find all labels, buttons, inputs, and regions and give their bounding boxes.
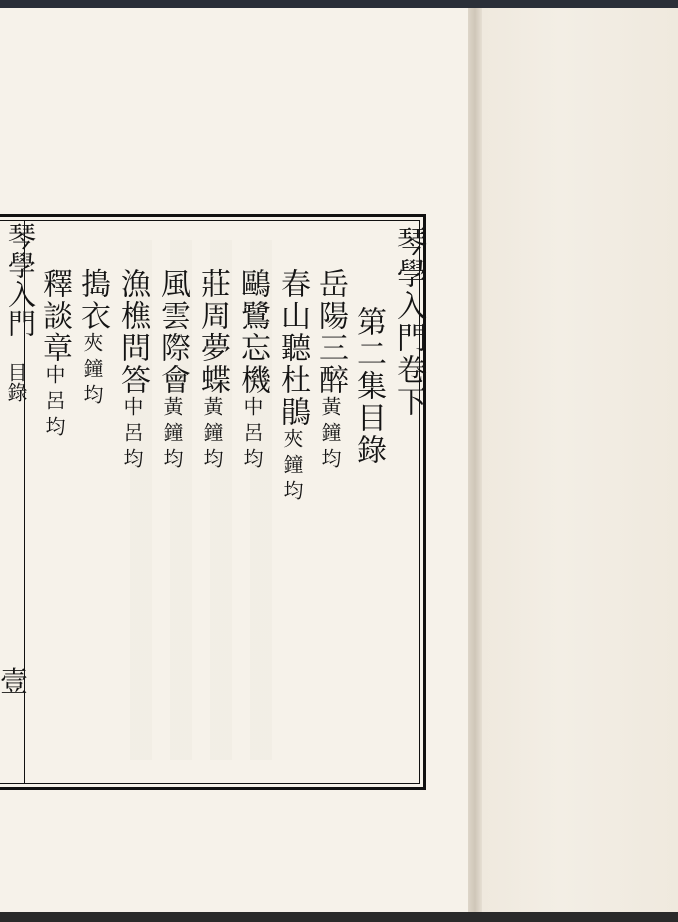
fold-title: 琴學入門 (4, 222, 37, 338)
toc-entry (110, 268, 154, 474)
toc-entry-mode: 黃鐘均 (200, 396, 224, 474)
toc-entry (308, 268, 352, 474)
bottom-edge (0, 912, 678, 922)
toc-entry-mode: 中呂均 (120, 396, 144, 474)
toc-entry (32, 268, 76, 442)
toc-entry (150, 268, 194, 474)
toc-entry-mode: 夾鐘均 (280, 428, 304, 506)
toc-entry-name: 搗衣 (75, 268, 110, 332)
toc-entry-name: 釋談章 (37, 268, 72, 364)
toc-entry-name: 風雲際會 (155, 268, 190, 396)
toc-entry-name: 春山聽杜鵑 (275, 268, 310, 428)
toc-entry-mode: 夾鐘均 (80, 332, 104, 410)
section-title (346, 306, 390, 466)
toc-entry-mode: 中呂均 (42, 364, 66, 442)
book-title (386, 226, 430, 418)
book-gutter (468, 8, 482, 912)
toc-entry-name: 鷗鷺忘機 (235, 268, 270, 396)
fold-section: 目錄 (4, 362, 28, 402)
toc-entry-name: 莊周夢蝶 (195, 268, 230, 396)
toc-entry-mode: 中呂均 (240, 396, 264, 474)
toc-entry (190, 268, 234, 474)
toc-entry-name: 漁樵問答 (115, 268, 150, 396)
folio-number: 壹 (0, 665, 29, 698)
toc-entry (270, 268, 314, 506)
book-title-text: 琴學入門卷下 (391, 226, 426, 418)
toc-entry (230, 268, 274, 474)
right-page (482, 8, 678, 912)
toc-entry-name: 岳陽三醉 (313, 268, 348, 396)
top-edge (0, 0, 678, 8)
toc-entry-mode: 黃鐘均 (318, 396, 342, 474)
toc-entry (70, 268, 114, 410)
section-title-text: 第二集目錄 (351, 306, 386, 466)
toc-entry-mode: 黃鐘均 (160, 396, 184, 474)
